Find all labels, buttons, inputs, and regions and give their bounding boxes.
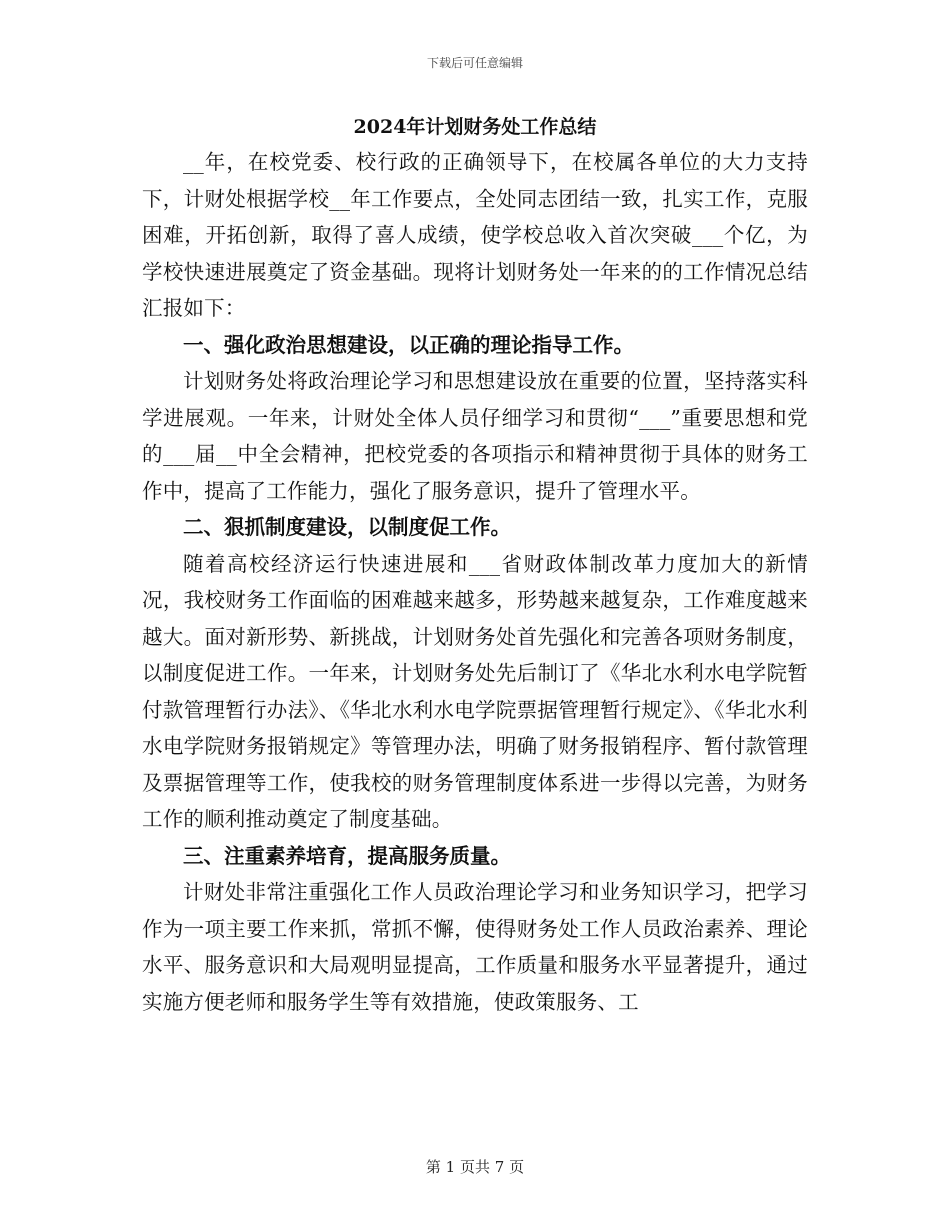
page-footer: 第 1 页共 7 页: [425, 1158, 525, 1176]
section-heading-2: 二、狠抓制度建设，以制度促工作。: [183, 515, 511, 539]
document-title: 2024年计划财务处工作总结: [353, 116, 597, 138]
header-note: 下载后可任意编辑: [426, 56, 523, 70]
section-heading-1: 一、强化政治思想建设，以正确的理论指导工作。: [183, 332, 634, 357]
document-body: [142, 110, 808, 1020]
section-heading-3: 三、注重素养培育，提高服务质量。: [183, 843, 511, 868]
section-body-2: 随着高校经济运行快速进展和___省财政体制改革力度加大的新情况，我校财务工作面临的困难越来越多，形势越来越复杂，工作难度越来越大。面对新形势、新挑战，计划财务处首先强化和完善各项财务制度，以制度促进工作。一年来，计划财务处先后制订了《华北水利水电学院暂付款管理暂行办法》、《华北水利水电学院票据管理暂行规定》、《华北水利水电学院财务报销规定》等管理办法，明确了财务报销程序、暂付款管理及票据管理等工作，使我校的财务管理制度体系进一步得以完善，为财务工作的顺利推动奠定了制度基础。: [142, 551, 808, 831]
section-body-1: 计划财务处将政治理论学习和思想建设放在重要的位置，坚持落实科学进展观。一年来，计财处全体人员仔细学习和贯彻“___”重要思想和党的___届__中全会精神，把校党委的各项指示和精神贯彻于具体的财务工作中，提高了工作能力，强化了服务意识，提升了管理水平。: [142, 369, 808, 503]
section-body-3: 计财处非常注重强化工作人员政治理论学习和业务知识学习，把学习作为一项主要工作来抓，常抓不懈，使得财务处工作人员政治素养、理论水平、服务意识和大局观明显提高，工作质量和服务水平显著提升，通过实施方便老师和服务学生等有效措施，使政策服务、工: [142, 880, 808, 1014]
intro-paragraph: __年，在校党委、校行政的正确领导下，在校属各单位的大力支持下，计财处根据学校__年工作要点，全处同志团结一致，扎实工作，克服困难，开拓创新，取得了喜人成绩，使学校总收入首次突破___个亿，为学校快速进展奠定了资金基础。现将计划财务处一年来的的工作情况总结汇报如下：: [142, 150, 808, 320]
